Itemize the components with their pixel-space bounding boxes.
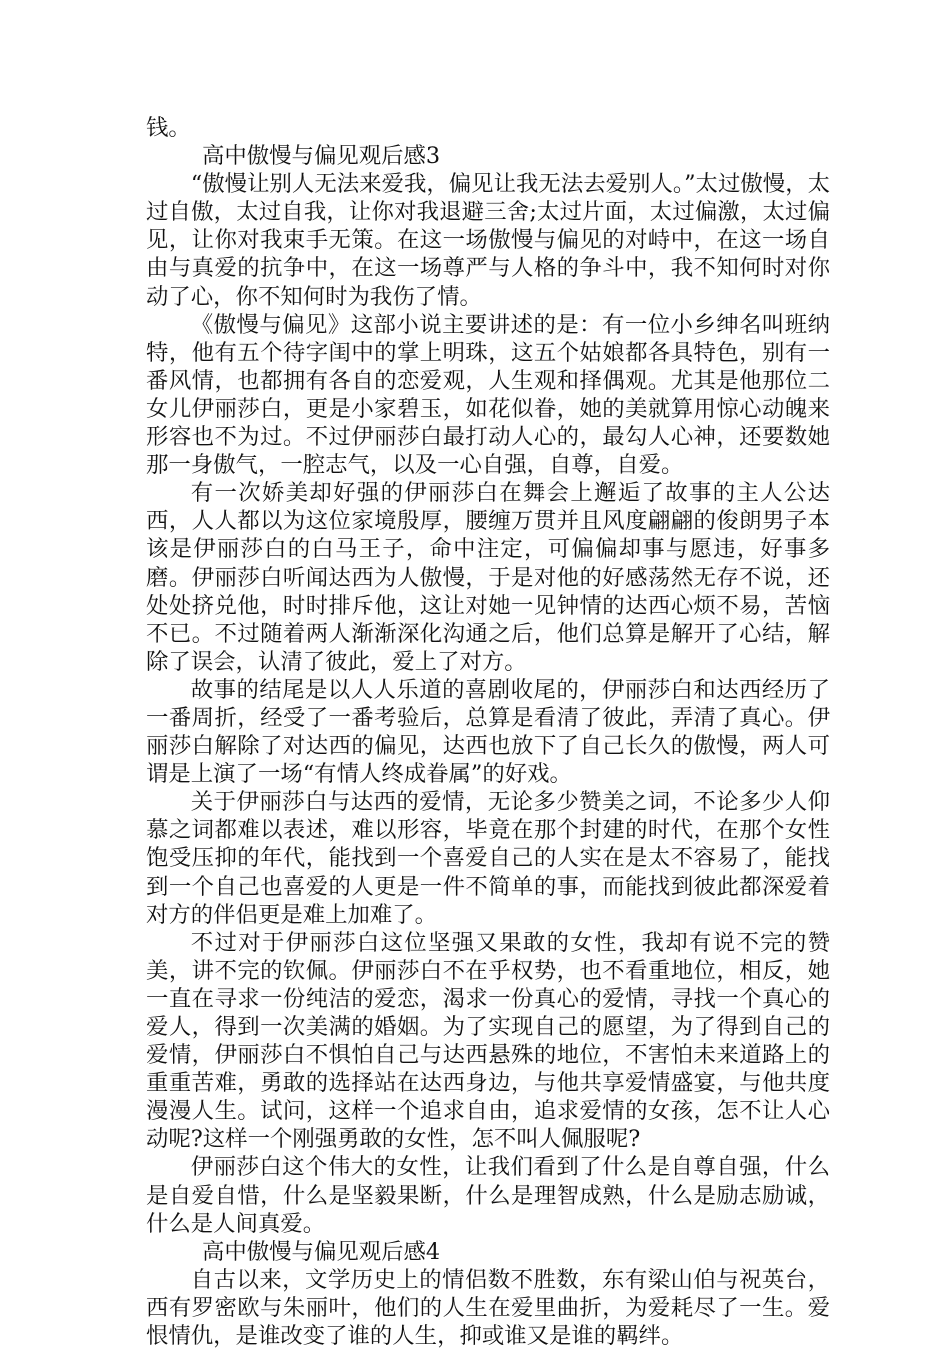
paragraph: 不过对于伊丽莎白这位坚强又果敢的女性，我却有说不完的赞美，讲不完的钦佩。伊丽莎白不在乎权势，也不看重地位，相反，她一直在寻求一份纯洁的爱恋，渴求一份真心的爱情，寻找一个真心的爱人，得到一次美满的婚姻。为了实现自己的愿望，为了得到自己的爱情，伊丽莎白不惧怕自己与达西悬殊的地位，不害怕未来道路上的重重苦难，勇敢的选择站在达西身边，与他共享爱情盛宴，与他共度漫漫人生。试问，这样一个追求自由，追求爱情的女孩，怎不让人心动呢?这样一个刚强勇敢的女性，怎不叫人佩服呢? (146, 929, 830, 1153)
paragraph: 自古以来，文学历史上的情侣数不胜数，东有梁山伯与祝英台，西有罗密欧与朱丽叶，他们的人生在爱里曲折，为爱耗尽了一生。爱恨情仇，是谁改变了谁的人生，抑或谁又是谁的羁绊。 (146, 1266, 830, 1350)
paragraph: 伊丽莎白这个伟大的女性，让我们看到了什么是自尊自强，什么是自爱自惜，什么是坚毅果断，什么是理智成熟，什么是励志励诚，什么是人间真爱。 (146, 1154, 830, 1237)
document-page (146, 114, 830, 1350)
paragraph: 关于伊丽莎白与达西的爱情，无论多少赞美之词，不论多少人仰慕之词都难以表述，难以形容，毕竟在那个封建的时代，在那个女性饱受压抑的年代，能找到一个喜爱自己的人实在是太不容易了，能找到一个自己也喜爱的人更是一件不简单的事，而能找到彼此都深爱着对方的伴侣更是难上加难了。 (146, 789, 830, 928)
paragraph: “傲慢让别人无法来爱我，偏见让我无法去爱别人。”太过傲慢，太过自傲，太过自我，让你对我退避三舍;太过片面，太过偏激，太过偏见，让你对我束手无策。在这一场傲慢与偏见的对峙中，在这一场自由与真爱的抗争中，在这一场尊严与人格的争斗中，我不知何时对你动了心，你不知何时为我伤了情。 (146, 171, 830, 310)
paragraph: 故事的结尾是以人人乐道的喜剧收尾的，伊丽莎白和达西经历了一番周折，经受了一番考验后，总算是看清了彼此，弄清了真心。伊丽莎白解除了对达西的偏见，达西也放下了自己长久的傲慢，两人可谓是上演了一场“有情人终成眷属”的好戏。 (146, 676, 830, 788)
continuation-text: 钱。 (146, 115, 191, 141)
essay-heading-3: 高中傲慢与偏见观后感3 (202, 143, 441, 170)
essay-heading-4: 高中傲慢与偏见观后感4 (202, 1238, 441, 1265)
paragraph: 《傲慢与偏见》这部小说主要讲述的是：有一位小乡绅名叫班纳特，他有五个待字闺中的掌上明珠，这五个姑娘都各具特色，别有一番风情，也都拥有各自的恋爱观，人生观和择偶观。尤其是他那位二女儿伊丽莎白，更是小家碧玉，如花似眷，她的美就算用惊心动魄来形容也不为过。不过伊丽莎白最打动人心的，最勾人心神，还要数她那一身傲气，一腔志气，以及一心自强，自尊，自爱。 (146, 311, 830, 479)
paragraph: 有一次娇美却好强的伊丽莎白在舞会上邂逅了故事的主人公达西，人人都以为这位家境殷厚，腰缠万贯并且风度翩翩的俊朗男子本该是伊丽莎白的白马王子，命中注定，可偏偏却事与愿违，好事多磨。伊丽莎白听闻达西为人傲慢，于是对他的好感荡然无存不说，还处处挤兑他，时时排斥他，这让对她一见钟情的达西心烦不易，苦恼不已。不过随着两人渐渐深化沟通之后，他们总算是解开了心结，解除了误会，认清了彼此，爱上了对方。 (146, 480, 830, 675)
